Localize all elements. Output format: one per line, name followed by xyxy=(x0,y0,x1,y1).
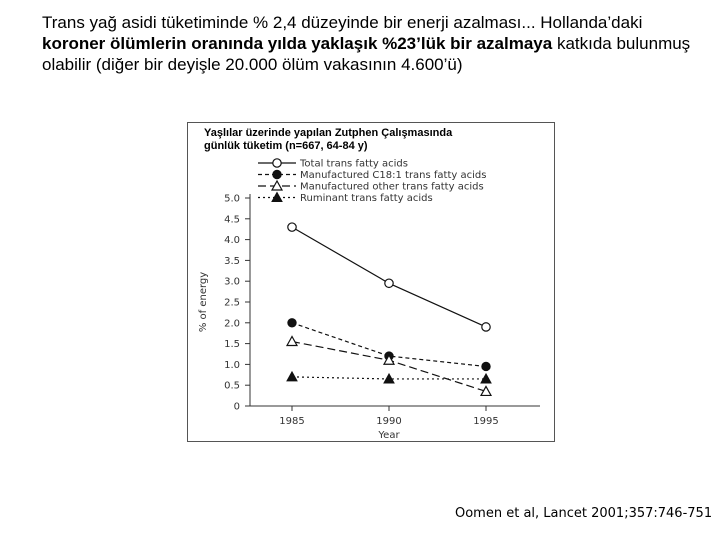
citation: Oomen et al, Lancet 2001;357:746-751 xyxy=(455,506,713,521)
y-tick-label: 1.5 xyxy=(224,339,240,351)
y-tick-label: 2.5 xyxy=(224,297,240,309)
y-axis-label: % of energy xyxy=(198,271,209,333)
y-tick-label: 4.0 xyxy=(224,235,240,247)
heading-text-part1: Trans yağ asidi tüketiminde % 2,4 düzeyinde bir enerji azalması... Hollanda’daki xyxy=(42,13,643,32)
x-tick-label: 1985 xyxy=(279,416,305,427)
legend-label-1: Total trans fatty acids xyxy=(300,158,408,170)
data-point-series-1 xyxy=(288,223,296,231)
y-tick-label: 2.0 xyxy=(224,318,240,330)
y-tick-label: 1.0 xyxy=(224,359,240,371)
legend-marker-1 xyxy=(273,159,281,167)
legend-label-4: Ruminant trans fatty acids xyxy=(300,193,433,204)
y-tick-label: 3.5 xyxy=(224,255,240,267)
data-point-series-2 xyxy=(288,319,296,327)
data-point-series-3 xyxy=(287,337,297,346)
heading-bold-text: koroner ölümlerin oranında yılda yaklaşık %23’lük bir azalmaya xyxy=(42,34,553,53)
y-tick-label: 0.5 xyxy=(224,380,240,392)
data-point-series-1 xyxy=(385,279,393,287)
y-tick-label: 5.0 xyxy=(224,193,240,205)
x-tick-label: 1995 xyxy=(473,416,499,427)
data-point-series-1 xyxy=(482,323,490,331)
chart-title-line1: Yaşlılar üzerinde yapılan Zutphen Çalışmasında xyxy=(204,127,453,139)
data-point-series-4 xyxy=(287,372,297,381)
data-point-series-2 xyxy=(482,362,490,370)
legend-label-2: Manufactured C18:1 trans fatty acids xyxy=(300,170,487,181)
legend-label-3: Manufactured other trans fatty acids xyxy=(300,181,484,193)
series-line-1 xyxy=(292,227,486,327)
heading-text-part2: katkıda bulunmuş olabilir (diğer bir deyişle 20.000 ölüm vakasının 4.600’ü) xyxy=(42,34,691,74)
x-tick-label: 1990 xyxy=(376,416,402,427)
y-tick-label: 0 xyxy=(233,401,240,413)
y-tick-label: 3.0 xyxy=(224,276,240,288)
legend-marker-2 xyxy=(273,170,281,178)
y-tick-label: 4.5 xyxy=(224,214,240,226)
series-line-3 xyxy=(292,342,486,392)
x-axis-label: Year xyxy=(378,430,400,441)
chart-title-line2: günlük tüketim (n=667, 64-84 y) xyxy=(204,140,368,152)
